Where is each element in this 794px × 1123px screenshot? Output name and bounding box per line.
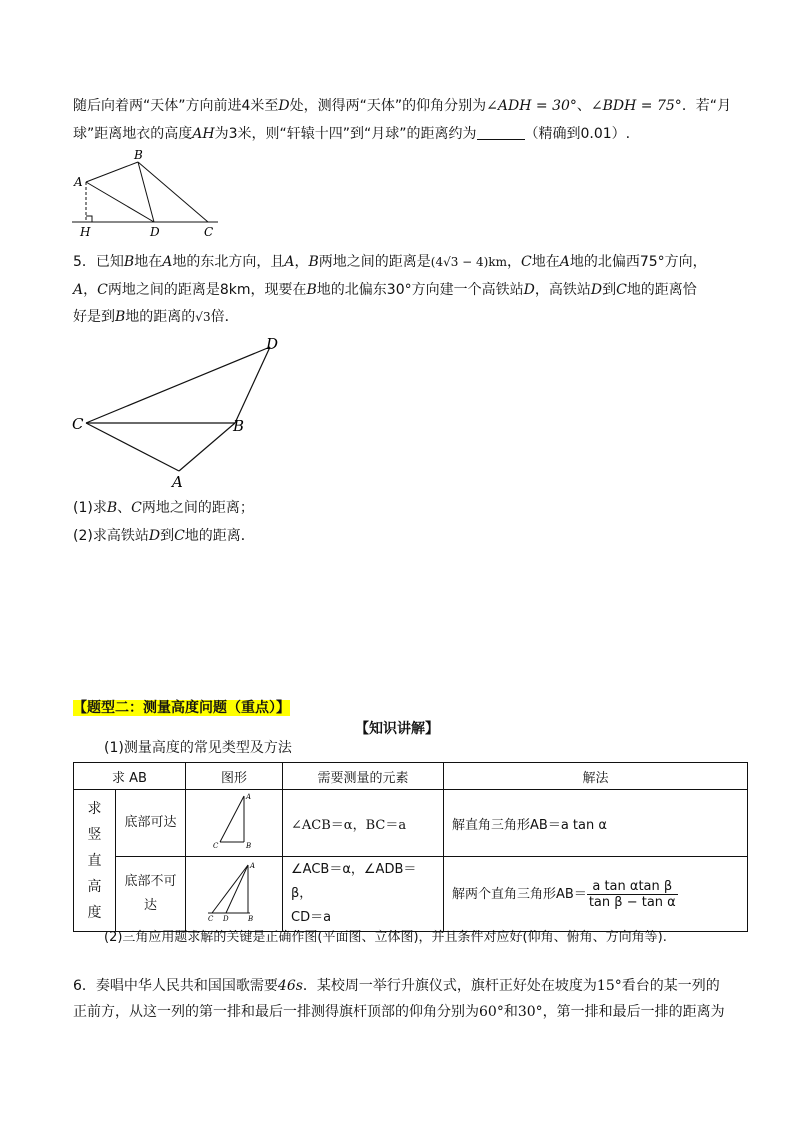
answer-blank	[477, 125, 525, 140]
figure-unreachable	[186, 857, 283, 927]
section-p2: (2)三角应用题求解的关键是正确作图(平面图、立体图)，并且条件对应好(仰角、俯角、方向角等).	[104, 930, 667, 945]
table-row	[74, 790, 748, 857]
p4-line-2: 球”距离地衣的高度AH为3米，则“轩辕十四”到“月球”的距离约为 （精确到0.01）.	[73, 126, 631, 142]
case-reachable: 底部可达	[116, 790, 186, 857]
section-title: 【题型二：测量高度问题（重点）】	[73, 700, 290, 716]
elements-unreachable: ∠ACB＝α，∠ADB＝β， CD＝a	[283, 857, 444, 932]
solution-reachable: 解直角三角形AB＝a tan α	[444, 790, 748, 857]
label-B: B	[233, 417, 245, 435]
label-D: D	[150, 225, 160, 239]
section-p1: (1)测量高度的常见类型及方法	[104, 740, 292, 756]
label-C: C	[72, 415, 84, 433]
svg-text:A: A	[246, 793, 252, 801]
p5-line-3: 好是到B地的距离的√3倍．	[73, 309, 239, 325]
p6-line-1: 6．奏唱中华人民共和国国歌需要46s．某校周一举行升旗仪式，旗杆正好处在坡度为15°看台的某一列的	[73, 978, 720, 994]
svg-text:C: C	[208, 915, 214, 923]
p4-line-1: 随后向着两“天体”方向前进4米至D处，测得两“天体”的仰角分别为∠ADH = 30°、∠BDH = 75°．若“月	[73, 98, 732, 114]
svg-text:A: A	[250, 862, 256, 870]
label-A: A	[74, 175, 83, 189]
header-figure: 图形	[186, 763, 283, 790]
header-ab: 求 AB	[74, 763, 186, 790]
p6-line-2: 正前方，从这一列的第一排和最后一排测得旗杆顶部的仰角分别为60°和30°，第一排和最后一排的距离为	[73, 1004, 725, 1020]
table-row	[74, 857, 748, 932]
p5-question-2: (2)求高铁站D到C地的距离．	[73, 528, 255, 544]
figure-reachable	[186, 790, 283, 852]
row-group-label: 求 竖 直 高 度	[74, 790, 116, 932]
header-elements: 需要测量的元素	[283, 763, 444, 790]
p5-line-2: A，C两地之间的距离是8km，现要在B地的北偏东30°方向建一个高铁站D，高铁站D到C地的距离恰	[73, 282, 697, 298]
p5-question-1: (1)求B、C两地之间的距离；	[73, 500, 254, 516]
label-D: D	[266, 335, 279, 353]
solution-unreachable: 解两个直角三角形AB＝ $\frac{\text{a tan αtan β}}{\text{tan β − tan α}}$	[444, 857, 748, 932]
label-H: H	[80, 225, 91, 239]
header-solution: 解法	[444, 763, 748, 790]
svg-text:C: C	[213, 842, 219, 850]
p4-figure	[66, 148, 226, 240]
measurement-table	[73, 762, 748, 932]
elements-reachable: ∠ACB＝α，BC＝a	[283, 790, 444, 857]
p5-figure	[66, 332, 296, 492]
svg-text:D: D	[223, 915, 229, 923]
table-header-row	[74, 763, 748, 790]
case-unreachable: 底部不可达	[116, 857, 186, 932]
p5-line-1: 5．已知B地在A地的东北方向，且A，B两地之间的距离是(4√3 − 4)km，C地在A地的北偏西75°方向，	[73, 254, 707, 270]
knowledge-heading: 【知识讲解】	[355, 721, 439, 737]
figure-cell	[186, 790, 283, 857]
svg-text:B: B	[248, 915, 254, 923]
svg-text:B: B	[246, 842, 252, 850]
solution-fraction: $\frac{\text{a tan αtan β}}{\text{tan β − tan α}}$	[588, 878, 676, 910]
label-C: C	[204, 225, 214, 239]
figure-cell	[186, 857, 283, 932]
label-B: B	[134, 148, 143, 162]
label-A: A	[172, 473, 183, 491]
